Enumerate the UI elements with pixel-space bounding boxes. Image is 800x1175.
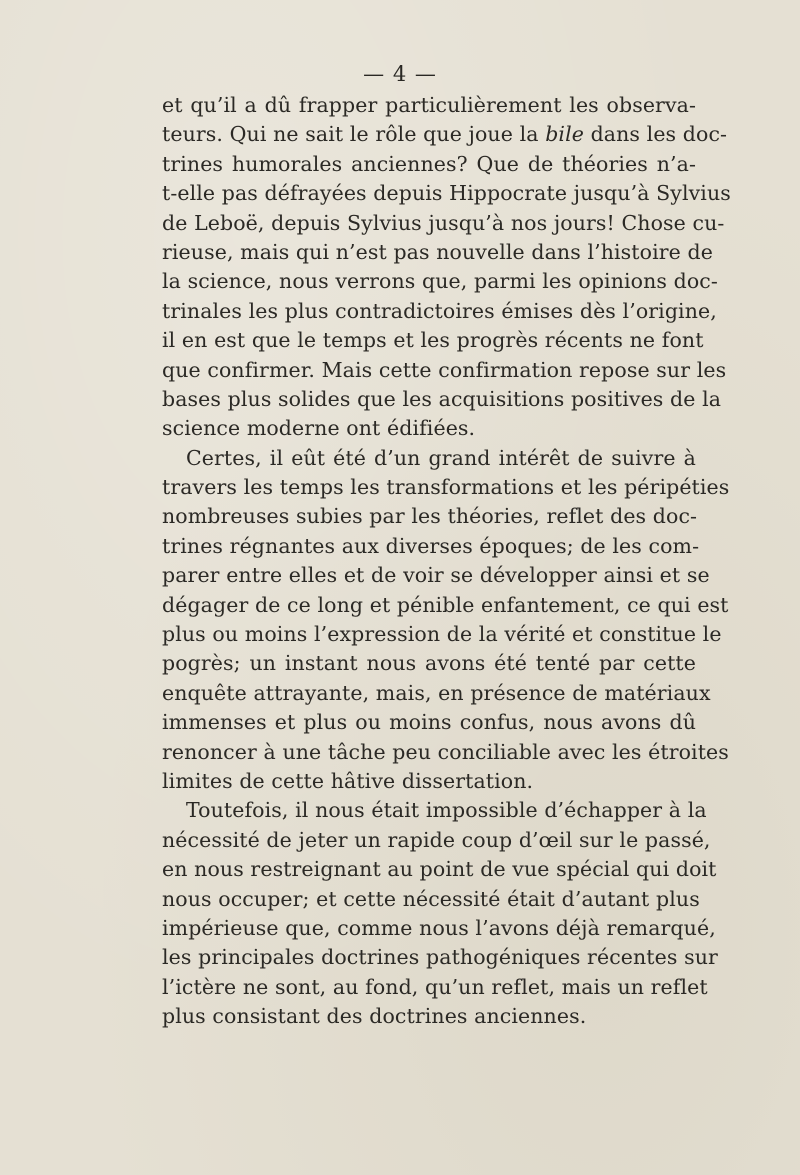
paragraph <box>162 91 731 444</box>
text-line: de Leboë, depuis Sylvius jusqu’à nos jours! Chose cu- <box>162 210 725 235</box>
text-line: l’ictère ne sont, au fond, qu’un reflet, mais un reflet <box>162 974 708 999</box>
text-line: enquête attrayante, mais, en présence de matériaux <box>162 680 711 705</box>
text-line: teurs. Qui ne sait le rôle que joue la bile dans les doc- <box>162 122 728 147</box>
text-line: t-elle pas défrayées depuis Hippocrate jusqu’à Sylvius <box>162 181 731 206</box>
text-line: bases plus solides que les acquisitions positives de la <box>162 386 722 411</box>
text-line: que confirmer. Mais cette confirmation repose sur les <box>162 357 727 382</box>
text-line: les principales doctrines pathogéniques récentes sur <box>162 945 718 970</box>
page-number: — 4 — <box>363 62 437 86</box>
paragraph <box>162 796 718 1031</box>
text-line: la science, nous verrons que, parmi les opinions doc- <box>162 269 718 294</box>
text-line: trinales les plus contradictoires émises dès l’origine, <box>162 298 717 323</box>
text-line: rieuse, mais qui n’est pas nouvelle dans l’histoire de <box>162 239 713 264</box>
text-line: renoncer à une tâche peu conciliable avec les étroites <box>162 739 729 764</box>
paragraph <box>162 444 730 797</box>
text-line: trines humorales anciennes? Que de théories n’a- <box>162 151 696 176</box>
text-line: en nous restreignant au point de vue spécial qui doit <box>162 857 717 882</box>
text-line: science moderne ont édifiées. <box>162 416 476 441</box>
text-line: Toutefois, il nous était impossible d’échapper à la <box>186 798 707 823</box>
text-line: plus consistant des doctrines anciennes. <box>162 1004 587 1029</box>
text-line: impérieuse que, comme nous l’avons déjà remarqué, <box>162 915 716 940</box>
text-line: trines régnantes aux diverses époques; de les com- <box>162 533 700 558</box>
text-line: pogrès; un instant nous avons été tenté par cette <box>162 651 696 676</box>
text-line: travers les temps les transformations et les péripéties <box>162 475 730 500</box>
body-text <box>162 91 731 1032</box>
text-line: plus ou moins l’expression de la vérité et constitue le <box>162 622 722 647</box>
text-line: il en est que le temps et les progrès récents ne font <box>162 328 704 353</box>
text-line: immenses et plus ou moins confus, nous avons dû <box>162 710 696 735</box>
text-line: nécessité de jeter un rapide coup d’œil sur le passé, <box>162 827 711 852</box>
text-line: nous occuper; et cette nécessité était d’autant plus <box>162 886 700 911</box>
text-line: limites de cette hâtive dissertation. <box>162 768 534 793</box>
text-line: dégager de ce long et pénible enfantement, ce qui est <box>162 592 729 617</box>
text-line: parer entre elles et de voir se développer ainsi et se <box>162 563 710 588</box>
text-line: nombreuses subies par les théories, reflet des doc- <box>162 504 698 529</box>
text-line: et qu’il a dû frapper particulièrement les observa- <box>162 93 696 117</box>
text-line: Certes, il eût été d’un grand intérêt de suivre à <box>186 445 696 470</box>
